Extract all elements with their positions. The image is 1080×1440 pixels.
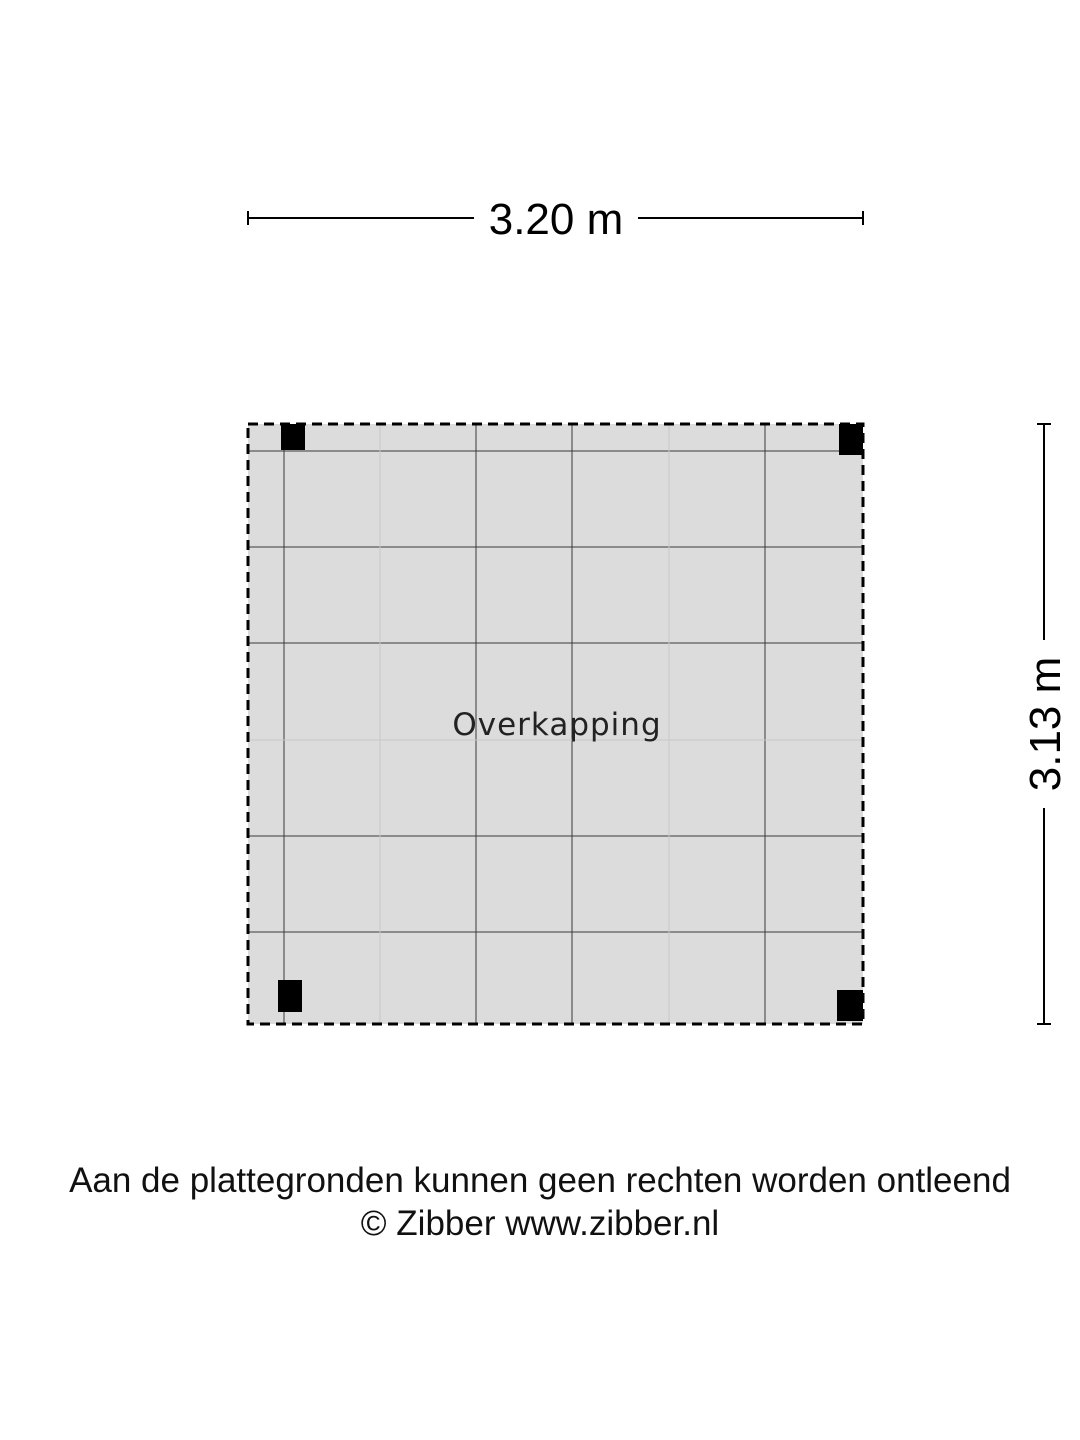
disclaimer-text: Aan de plattegronden kunnen geen rechten worden ontleend <box>69 1161 1011 1200</box>
depth-dimension <box>1021 424 1070 1024</box>
width-dimension-label: 3.20 m <box>488 195 624 244</box>
copyright-text: © Zibber www.zibber.nl <box>360 1204 720 1243</box>
room-label: Overkapping <box>452 707 662 743</box>
post-top-right <box>839 424 863 455</box>
post-bottom-left <box>278 980 302 1012</box>
depth-dimension-label: 3.13 m <box>1021 656 1070 792</box>
room-overkapping <box>248 424 863 1024</box>
width-dimension <box>248 195 863 244</box>
post-bottom-right <box>837 990 863 1021</box>
post-top-left <box>281 424 305 450</box>
